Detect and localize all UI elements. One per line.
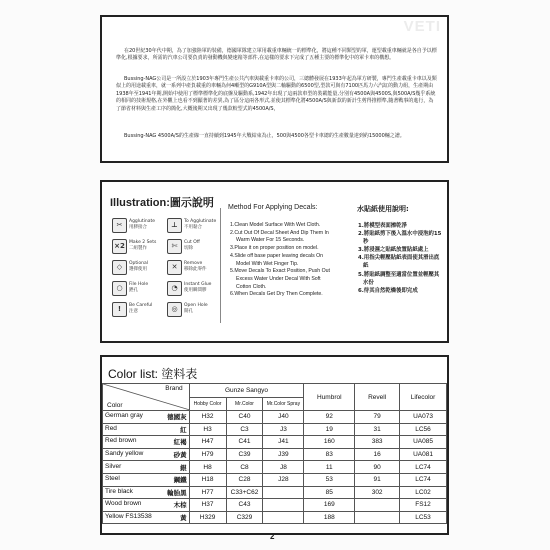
remove-icon: ✕ [167,260,182,275]
color-list-title: Color list: 塗料表 [108,367,198,381]
paint-code-cell: J3 [263,423,304,436]
paint-code-cell: 188 [304,511,355,524]
illustration-box [100,180,449,343]
paint-code-cell: C33+C62 [226,486,263,499]
color-name-zh: 木棕 [173,502,187,510]
paint-code-cell: 19 [304,423,355,436]
color-name-zh: 紅褐 [173,439,187,447]
paint-code-cell: H47 [189,436,226,449]
method-steps [230,222,335,299]
cn-step: 1.將模型表面擦乾淨 [358,223,407,229]
paint-code-cell [263,486,304,499]
history-paragraph: Bussing-NAG公司是一所設立於1903年專門生產公共汽車與載重卡車的公司，三總體發展在1933年起為軍方研製，專門生產載重卡車以及類似上的用途載重車，就一系列中產負載重的車輛為何4噸型的G910A型與二軸驅動的6500型,型款可與有7100匹馬力六汽缸的動力組，生產期由1938年至1941年期,開始中使用了標準標準化的底盤及驅動系,1942年出現了這兩款車型的裝載能量,分別有4500A與4500S,與500A/S幾乎系統的相同的技術規格,在外觀上也看不到顯著的差異,為了區分這兩各形式,並使其標準化將4500A/S與新款的新計生剪得推標準,隨著戰事的進行，為了節省材料與生產工序的簡化,大概後期又出現了幾款較型式的4500A/S， [116,76,437,112]
paint-code-cell: 91 [355,473,400,486]
cn-step: 2.將貼紙剪下後入溫水中浸泡約15秒 [358,231,442,246]
history-paragraph: Bussing-NAG 4500A/S的生產線一直持續到1945年大戰結束為止，500與4500各型卡車總的生產數量達到約15000輛之譜。 [124,133,405,139]
paint-code-cell: 92 [304,411,355,424]
color-name-zh: 德國灰 [167,414,187,422]
paint-code-cell [355,499,400,512]
be-careful-icon: ! [112,302,127,317]
cn-step: 3.將浸濕之貼紙放置貼紙處上 [358,247,429,254]
paint-code-cell [355,511,400,524]
legend-item [167,218,232,236]
legend-item [167,281,232,299]
paint-code-cell: C329 [226,511,263,524]
paint-code-cell: UA073 [400,411,447,424]
legend-label: Be Careful 注意 [129,303,153,314]
paint-code-cell: LC02 [400,486,447,499]
color-name-zh: 輪胎黑 [167,489,187,497]
color-name-cell [103,473,190,486]
legend-label: Optional 選擇使用 [129,261,149,272]
paint-code-cell: J28 [263,473,304,486]
method-step: 6.When Decals Get Dry Then Complete. [230,291,323,298]
method-step: 4.Slide off base paper leaving decals On Model With Wet Finger Tip. [230,252,324,267]
legend-item [167,302,232,320]
legend-label: Instant Glue 使用瞬間膠 [184,282,212,293]
brand-color-header [103,384,190,411]
hobby-color-header: Hobby Color [189,397,226,411]
color-table-body [103,411,447,524]
paint-code-cell: C3 [226,423,263,436]
table-row [103,411,447,424]
color-name-zh: 黃 [180,515,187,523]
color-name-cell [103,461,190,474]
table-row [103,461,447,474]
table-header-row [103,384,447,398]
color-list-box [100,355,449,535]
table-row [103,486,447,499]
paint-code-cell: J41 [263,436,304,449]
paint-code-cell: 31 [355,423,400,436]
method-step: 1.Clean Model Surface With Wet Cloth. [230,222,321,228]
humbrol-header: Humbrol [304,384,355,411]
divider [220,208,221,323]
method-title: Method For Applying Decals: [228,204,318,211]
knife-icon: ✂ [112,218,127,233]
legend-label: Make 2 Sets 二組製作 [129,240,157,251]
method-step: 5.Move Decals To Exact Position, Push Out Excess Water Under Decal With Soft Cotton Cloth. [230,268,330,290]
method-step: 2.Cut Out Of Decal Sheet And Dip Them In Warm Water For 15 Seconds. [230,229,329,244]
color-name-cell [103,411,190,424]
paint-code-cell: 16 [355,448,400,461]
paint-code-cell: J40 [263,411,304,424]
paint-code-cell: 383 [355,436,400,449]
color-name-zh: 鋼鐵 [173,477,187,485]
paint-code-cell: LC74 [400,473,447,486]
paint-code-cell: C28 [226,473,263,486]
mr-color-header: Mr.Color [226,397,263,411]
color-name-en: Tire black [105,487,133,495]
legend-label: Agglutinate 用膠接合 [129,219,156,230]
color-name-en: Wood brown [105,500,142,508]
color-name-en: Yellow FS13538 [105,513,152,521]
legend-item [167,239,232,257]
paint-code-cell: UA081 [400,448,447,461]
paint-code-cell: 169 [304,499,355,512]
illustration-title: Illustration:圖示說明 [110,197,214,209]
method-step: 3.Place it on proper position on model. [230,245,319,252]
open-hole-icon: ◎ [167,302,182,317]
gunze-header: Gunze Sangyo [189,384,304,398]
color-name-zh: 砂黃 [173,452,187,460]
paint-code-cell: H329 [189,511,226,524]
paint-code-cell: 302 [355,486,400,499]
color-name-en: German gray [105,412,143,420]
color-name-en: Red brown [105,437,137,445]
paint-code-cell: 53 [304,473,355,486]
paint-code-cell: J8 [263,461,304,474]
paint-code-cell: 85 [304,486,355,499]
paint-code-cell [263,511,304,524]
color-name-cell [103,448,190,461]
paint-code-cell: LC74 [400,461,447,474]
paint-code-cell: LC56 [400,423,447,436]
color-name-en: Silver [105,462,122,470]
paint-code-cell: 90 [355,461,400,474]
cut-off-icon: ✄ [167,239,182,254]
color-name-cell [103,511,190,524]
paint-code-cell: UA085 [400,436,447,449]
legend-item [167,260,232,278]
legend-label: To Agglutinate 不用黏合 [184,219,217,230]
paint-code-cell: H18 [189,473,226,486]
table-row [103,473,447,486]
color-name-en: Red [105,424,117,432]
cn-step: 4.用指尖輕壓貼紙表面使其滑出底紙 [358,255,440,270]
table-row [103,448,447,461]
cn-step: 5.將貼紙調整至適當位置並輕壓其水份 [358,271,440,286]
paint-code-cell: C39 [226,448,263,461]
cn-step: 6.待其自然乾燥後即完成 [358,287,418,294]
color-name-en: Steel [105,475,120,483]
color-name-en: Sandy yellow [105,450,144,458]
to-agglutinate-icon: ⊥ [167,218,182,233]
paint-code-cell: C43 [226,499,263,512]
paint-code-cell: 160 [304,436,355,449]
paint-code-cell: C40 [226,411,263,424]
paint-code-cell: 83 [304,448,355,461]
revell-header: Revell [355,384,400,411]
paint-code-cell: H32 [189,411,226,424]
paint-code-cell: H8 [189,461,226,474]
color-name-cell [103,499,190,512]
paint-code-cell: H37 [189,499,226,512]
legend-label: Cut Off 切除 [184,240,200,251]
legend-label: File Hole 銼孔 [129,282,149,293]
cn-method-steps [358,222,443,295]
paint-code-cell: FS12 [400,499,447,512]
times-two-icon: ×2 [112,239,127,254]
paint-code-cell: H79 [189,448,226,461]
color-name-zh: 紅 [180,426,187,434]
history-paragraph: 在20世紀30年代中期，為了加強陸軍的裝備，德國軍隊建立軍用載重車輛統一的標準化，將這種不同類型的軍，運型載重車輛就是各自予以標準化,根據要求，所需的汽車公司要負責的發動機與變速箱等部件,在這樣的要求下完成了五種主要的標準化中的軍卡車的構想。 [116,48,437,62]
paint-code-cell: 11 [304,461,355,474]
page-number: 2 [270,532,275,541]
brand-header-label: Brand [165,385,183,392]
watermark-text: VETI [403,18,441,35]
optional-icon: ◇ [112,260,127,275]
paint-code-cell [263,499,304,512]
color-name-cell [103,423,190,436]
color-table [102,383,447,524]
color-name-cell [103,486,190,499]
legend-label: Open Hole 開孔 [184,303,208,314]
color-name-cell [103,436,190,449]
color-header-label: Color [107,402,123,409]
legend-label: Remove 移除此零件 [184,261,207,272]
paint-code-cell: C8 [226,461,263,474]
paint-code-cell: LC53 [400,511,447,524]
mr-color-spray-header: Mr.Color Spray [263,397,304,411]
paint-code-cell: H77 [189,486,226,499]
paint-code-cell: J39 [263,448,304,461]
color-name-zh: 銀 [180,464,187,472]
table-row [103,499,447,512]
lifecolor-header: Lifecolor [400,384,447,411]
table-row [103,511,447,524]
paint-code-cell: H3 [189,423,226,436]
table-row [103,436,447,449]
file-hole-icon: ○ [112,281,127,296]
instant-glue-icon: ◔ [167,281,182,296]
history-box [100,15,449,163]
cn-method-title: 水貼紙使用說明: [357,205,409,213]
table-row [103,423,447,436]
paint-code-cell: 79 [355,411,400,424]
paint-code-cell: C41 [226,436,263,449]
